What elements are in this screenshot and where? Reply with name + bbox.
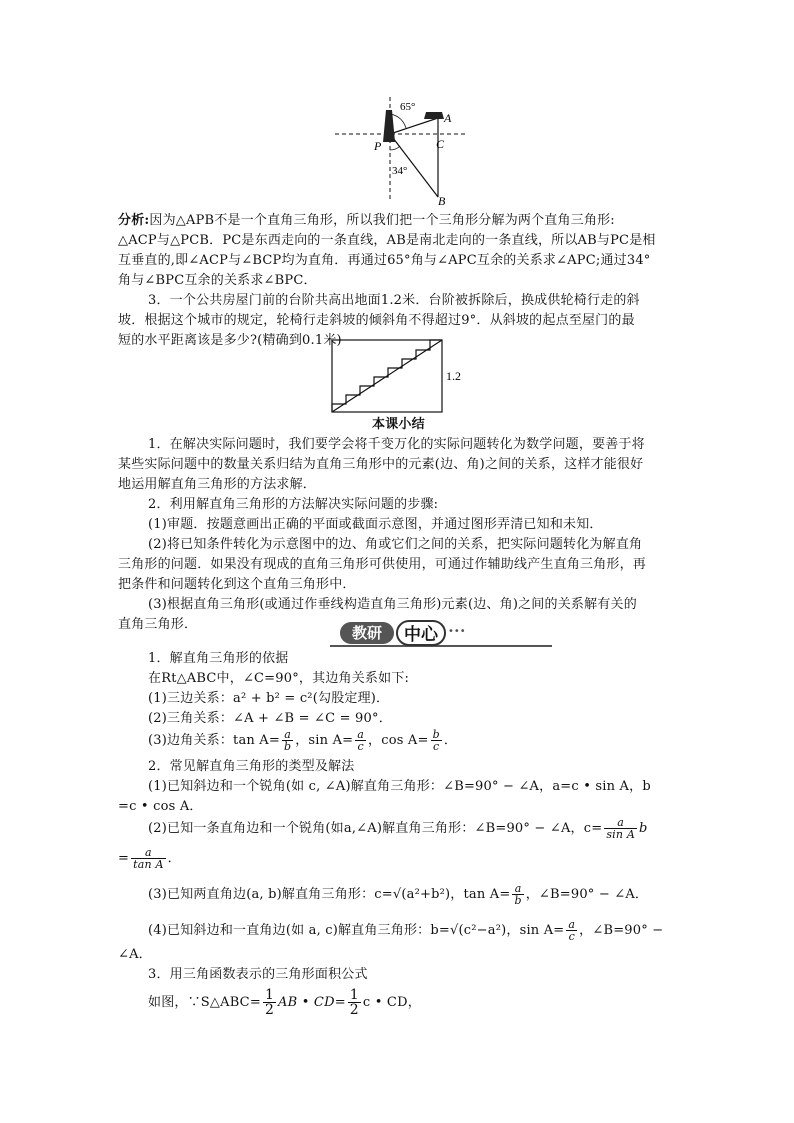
area-formula: 如图，∵S△ABC= $\frac{1}{2}$ AB • CD= $\frac{1}{2}$ c • CD， xyxy=(148,987,421,1018)
type-1-line-1: (1)已知斜边和一个锐角(如 c, ∠A)解直角三角形：∠B=90° − ∠A，a=c • sin A，b xyxy=(148,779,651,794)
point-a-label: A xyxy=(444,111,452,125)
ship-icon xyxy=(424,112,444,119)
summary-p1-line-1: 1．在解决实际问题时，我们要学会将千变万化的实际问题转化为数学问题，要善于将 xyxy=(148,437,645,452)
center-heading-3: 3．用三角函数表示的三角形面积公式 xyxy=(148,967,368,982)
sin-fraction: $\frac{a}{c}$ xyxy=(357,728,365,753)
type-4-line-1: (4)已知斜边和一直角边(如 a, c)解直角三角形：b=√(c²−a²)，sin A= $\frac{a}{c}$ ，∠B=90° − xyxy=(148,918,664,943)
half-fraction-1: $\frac{1}{2}$ xyxy=(264,987,275,1018)
point-p-label: P xyxy=(374,139,382,153)
b-fraction: $\frac{a}{\text{tan A}}$ xyxy=(133,846,164,871)
research-center-badge xyxy=(340,620,466,648)
analysis-line-4: 角与∠BPC互余的关系求∠BPC． xyxy=(118,273,317,288)
point-c-label: C xyxy=(436,137,445,151)
question-3-line-2: 坡．根据这个城市的规定，轮椅行走斜坡的倾斜角不得超过9°．从斜坡的起点至屋门的最 xyxy=(118,313,635,328)
relation-side-angle: (3)边角关系：tan A= $\frac{a}{b}$ ，sin A= $\frac{a}{c}$ ，cos A= $\frac{b}{c}$ ． xyxy=(148,728,458,753)
angle-34-label: 34° xyxy=(392,165,408,177)
summary-step-3-line-2: 直角三角形． xyxy=(118,617,198,632)
relation-angles: (2)三角关系：∠A + ∠B = ∠C = 90°． xyxy=(148,711,392,726)
summary-step-2-line-2: 三角形的问题．如果没有现成的直角三角形可供使用，可通过作辅助线产生直角三角形，再 xyxy=(118,557,647,572)
type-2-line-2: = $\frac{a}{\text{tan A}}$ ． xyxy=(118,846,181,871)
analysis-line-3: 互垂直的,即∠ACP与∠BCP均为直角．再通过65°角与∠APC互余的关系求∠APC;通过34° xyxy=(118,253,651,268)
summary-p2: 2．利用解直角三角形的方法解决实际问题的步骤: xyxy=(148,497,439,512)
tan-fraction: $\frac{a}{b}$ xyxy=(283,728,292,753)
relation-sides: (1)三边关系：a² + b² = c²(勾股定理)． xyxy=(148,691,390,706)
stairs-height-label: 1.2 xyxy=(446,369,461,383)
tan-a-fraction: $\frac{a}{b}$ xyxy=(514,882,522,907)
cos-fraction: $\frac{b}{c}$ xyxy=(432,728,440,753)
stairs-slope xyxy=(332,340,442,412)
angle-diagram xyxy=(330,92,470,207)
type-2-line-1: (2)已知一条直角边和一个锐角(如a,∠A)解直角三角形：∠B=90° − ∠A，c= $\frac{a}{\text{sin A}}$ b xyxy=(148,816,648,841)
question-3-line-1: 3．一个公共房屋门前的台阶共高出地面1.2米．台阶被拆除后，换成供轮椅行走的斜 xyxy=(148,293,640,308)
summary-p1-line-3: 地运用解直角三角形的方法求解． xyxy=(118,477,317,492)
badge-part-2: 中心 xyxy=(396,620,446,646)
center-heading-1-intro: 在Rt△ABC中，∠C=90°，其边角关系如下: xyxy=(148,671,410,686)
half-fraction-2: $\frac{1}{2}$ xyxy=(349,987,359,1018)
line-pa xyxy=(390,118,438,134)
summary-step-2-line-3: 把条件和问题转化到这个直角三角形中． xyxy=(118,577,356,592)
angle-arc-bottom xyxy=(390,146,400,150)
center-heading-1: 1．解直角三角形的依据 xyxy=(148,651,289,666)
type-3: (3)已知两直角边(a, b)解直角三角形：c=√(a²+b²)，tan A= $\frac{a}{b}$ ，∠B=90° − ∠A． xyxy=(148,882,649,907)
sin-a-fraction: $\frac{a}{c}$ xyxy=(568,918,576,943)
analysis-label: 分析: xyxy=(118,213,150,228)
question-3-line-3: 短的水平距离该是多少?(精确到0.1米) xyxy=(118,333,342,348)
center-heading-2: 2．常见解直角三角形的类型及解法 xyxy=(148,759,355,774)
type-4-line-2: ∠A． xyxy=(118,947,152,962)
c-fraction: $\frac{a}{\text{sin A}}$ xyxy=(606,816,636,841)
analysis-line-1: 分析:因为△APB不是一个直角三角形，所以我们把一个三角形分解为两个直角三角形: xyxy=(118,213,615,228)
angle-65-label: 65° xyxy=(400,101,416,113)
type-1-line-2: =c • cos A． xyxy=(118,799,203,814)
badge-part-1: 教研 xyxy=(340,622,394,644)
summary-step-3-line-1: (3)根据直角三角形(或通过作垂线构造直角三角形)元素(边、角)之间的关系解有关的 xyxy=(148,597,637,612)
summary-step-1: (1)审题．按题意画出正确的平面或截面示意图，并通过图形弄清已知和未知． xyxy=(148,517,603,532)
badge-dots: ••• xyxy=(448,626,466,637)
analysis-line-2: △ACP与△PCB．PC是东西走向的一条直线，AB是南北走向的一条直线，所以AB与PC是相 xyxy=(118,233,656,248)
summary-title: 本课小结 xyxy=(372,417,425,432)
summary-step-2-line-1: (2)将已知条件转化为示意图中的边、角或它们之间的关系，把实际问题转化为解直角 xyxy=(148,537,643,552)
stairs-diagram xyxy=(328,336,473,416)
point-b-label: B xyxy=(438,194,446,207)
summary-p1-line-2: 某些实际问题中的数量关系归结为直角三角形中的元素(边、角)之间的关系，这样才能很好 xyxy=(118,457,644,472)
